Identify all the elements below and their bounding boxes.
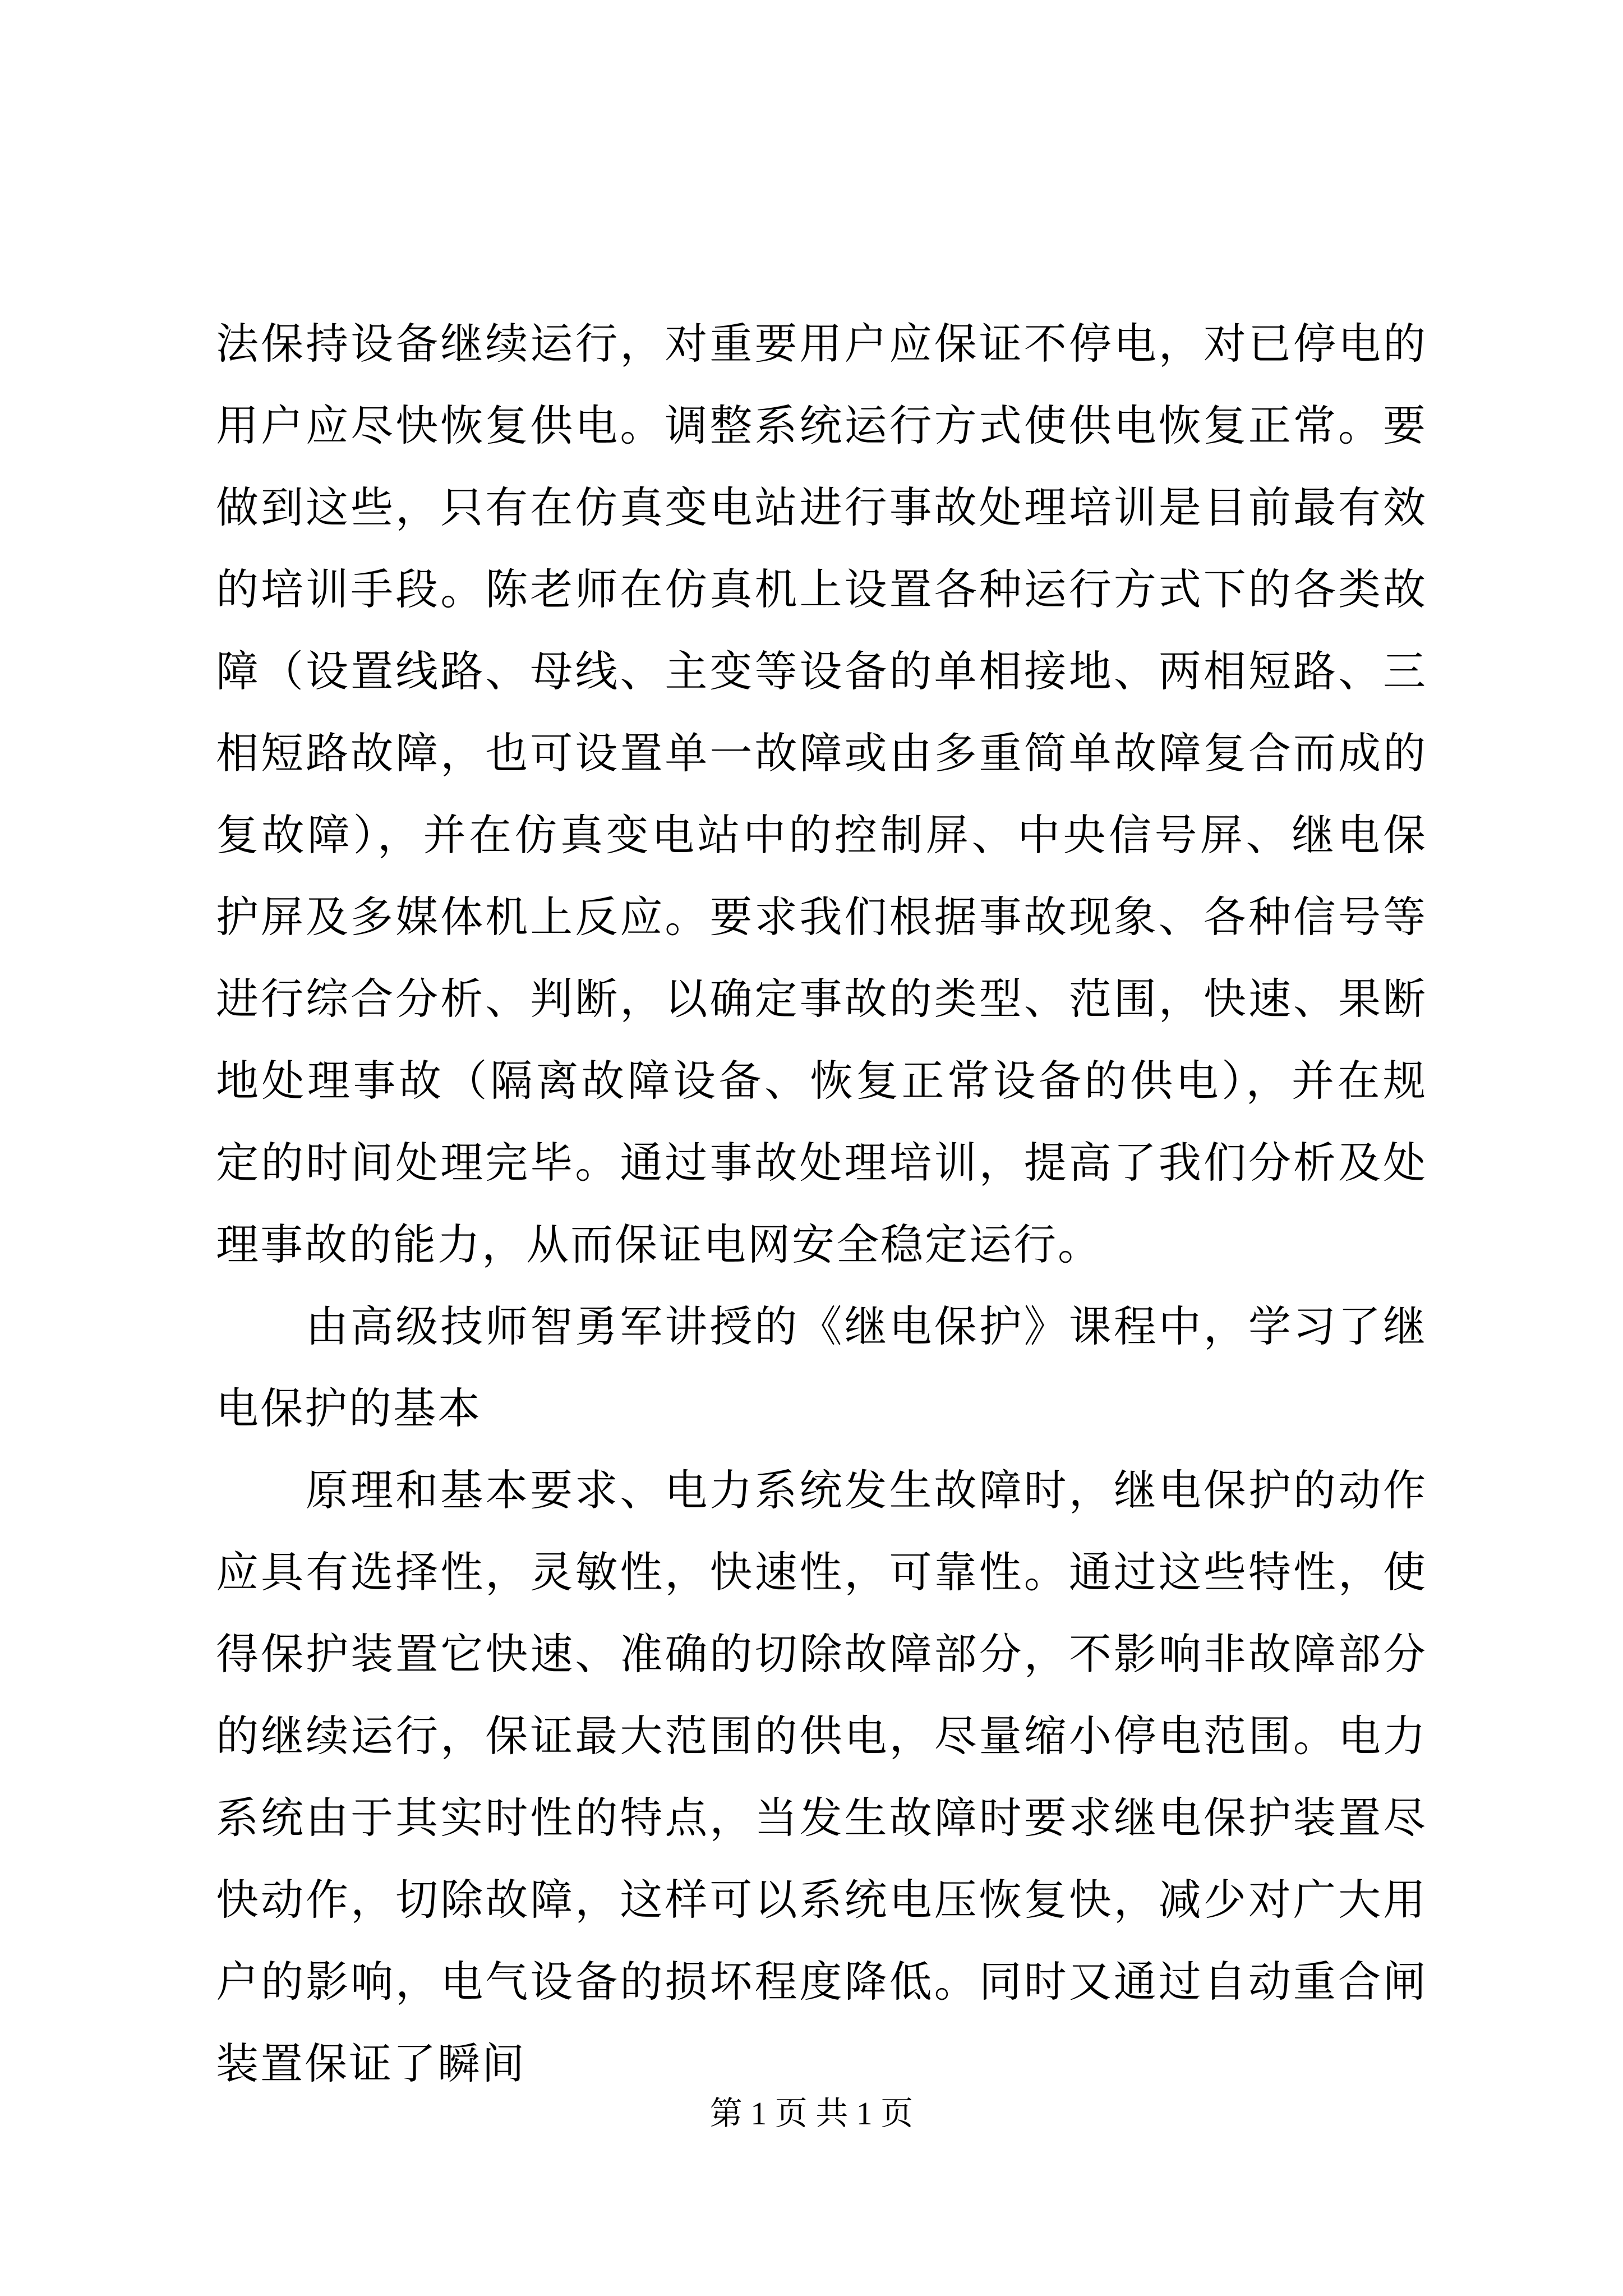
paragraph-3: 原理和基本要求、电力系统发生故障时，继电保护的动作应具有选择性，灵敏性，快速性，可靠性。通过这些特性，使得保护装置它快速、准确的切除故障部分，不影响非故障部分的继续运行，保证最大范围的供电，尽量缩小停电范围。电力系统由于其实时性的特点，当发生故障时要求继电保护装置尽快动作，切除故障，这样可以系统电压恢复快，减少对广大用户的影响，电气设备的损坏程度降低。同时又通过自动重合闸装置保证了瞬间 (216, 1465, 1427, 2088)
document-body (216, 303, 1427, 2105)
page-number-label: 第 1 页 共 1 页 (709, 2095, 914, 2132)
paragraph-2: 由高级技师智勇军讲授的《继电保护》课程中，学习了继电保护的基本 (216, 1301, 1427, 1433)
page-footer (0, 2087, 1623, 2134)
paragraph-1: 法保持设备继续运行，对重要用户应保证不停电，对已停电的用户应尽快恢复供电。调整系统运行方式使供电恢复正常。要做到这些，只有在仿真变电站进行事故处理培训是目前最有效的培训手段。陈老师在仿真机上设置各种运行方式下的各类故障（设置线路、母线、主变等设备的单相接地、两相短路、三相短路故障，也可设置单一故障或由多重简单故障复合而成的复故障），并在仿真变电站中的控制屏、中央信号屏、继电保护屏及多媒体机上反应。要求我们根据事故现象、各种信号等进行综合分析、判断，以确定事故的类型、范围，快速、果断地处理事故（隔离故障设备、恢复正常设备的供电），并在规定的时间处理完毕。通过事故处理培训，提高了我们分析及处理事故的能力，从而保证电网安全稳定运行。 (216, 319, 1427, 1269)
